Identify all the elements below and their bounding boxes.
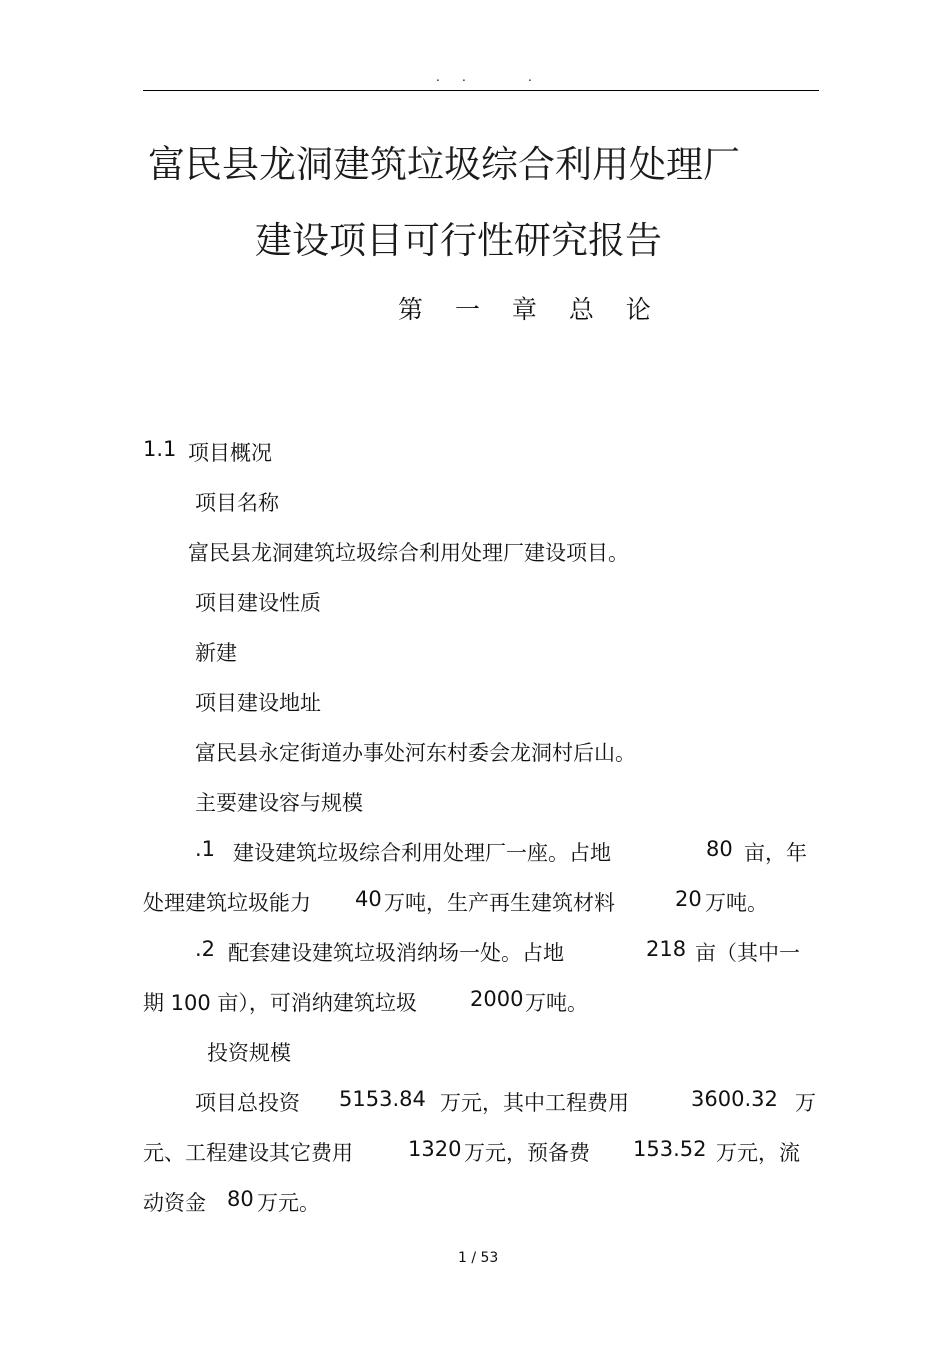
document-title-line1: 富民县龙洞建筑垃圾综合利用处理厂	[148, 143, 740, 186]
item1-output-value: 20	[675, 887, 702, 911]
item1-text: 处理建筑垃圾能力	[143, 891, 311, 915]
investment-text: 万元，预备费	[464, 1141, 590, 1165]
item1-number: .1	[195, 837, 216, 861]
investment-engineering-value: 3600.32	[691, 1087, 778, 1111]
investment-text: 万元，流	[716, 1141, 800, 1165]
investment-reserve-value: 153.52	[633, 1137, 707, 1161]
project-name-value: 富民县龙洞建筑垃圾综合利用处理厂建设项目。	[188, 541, 629, 565]
project-nature-value: 新建	[195, 641, 237, 665]
investment-working-capital-value: 80	[227, 1187, 254, 1211]
section-number: 1.1	[143, 437, 177, 461]
item1-text: 万吨。	[705, 891, 768, 915]
content-scale-label: 主要建设容与规模	[195, 791, 363, 815]
investment-text: 元、工程建设其它费用	[143, 1141, 353, 1165]
investment-total-value: 5153.84	[339, 1087, 426, 1111]
investment-text: 万元，其中工程费用	[440, 1091, 629, 1115]
investment-text: 万	[795, 1091, 816, 1115]
investment-text: 项目总投资	[195, 1091, 300, 1115]
item2-text: 亩（其中一	[695, 941, 800, 965]
item2-text: 配套建设建筑垃圾消纳场一处。占地	[228, 941, 564, 965]
project-address-label: 项目建设地址	[195, 691, 321, 715]
project-address-value: 富民县永定街道办事处河东村委会龙洞村后山。	[195, 741, 636, 765]
item1-text: 万吨，生产再生建筑材料	[384, 891, 615, 915]
item1-text: 建设建筑垃圾综合利用处理厂一座。占地	[233, 841, 611, 865]
header-dot: .	[528, 70, 532, 84]
header-rule	[143, 90, 819, 91]
item1-capacity-value: 40	[355, 887, 382, 911]
item2-capacity-value: 2000	[470, 987, 524, 1011]
header-dot: .	[462, 70, 466, 84]
section-heading: 项目概况	[188, 441, 272, 465]
investment-label: 投资规模	[207, 1041, 291, 1065]
page-number: 1 / 53	[458, 1250, 499, 1266]
project-name-label: 项目名称	[195, 491, 279, 515]
item2-area-value: 218	[646, 937, 687, 961]
item1-area-value: 80	[706, 837, 733, 861]
investment-text: 动资金	[143, 1191, 206, 1215]
item2-text: 期 100 亩），可消纳建筑垃圾	[143, 991, 417, 1015]
investment-text: 万元。	[257, 1191, 320, 1215]
header-dot: .	[436, 70, 440, 84]
project-nature-label: 项目建设性质	[195, 591, 321, 615]
investment-other-value: 1320	[408, 1137, 462, 1161]
item2-number: .2	[195, 937, 216, 961]
item1-text: 亩，年	[744, 841, 807, 865]
document-title-line2: 建设项目可行性研究报告	[255, 219, 662, 262]
chapter-heading: 第 一 章 总 论	[398, 295, 663, 324]
item2-text: 万吨。	[525, 991, 588, 1015]
